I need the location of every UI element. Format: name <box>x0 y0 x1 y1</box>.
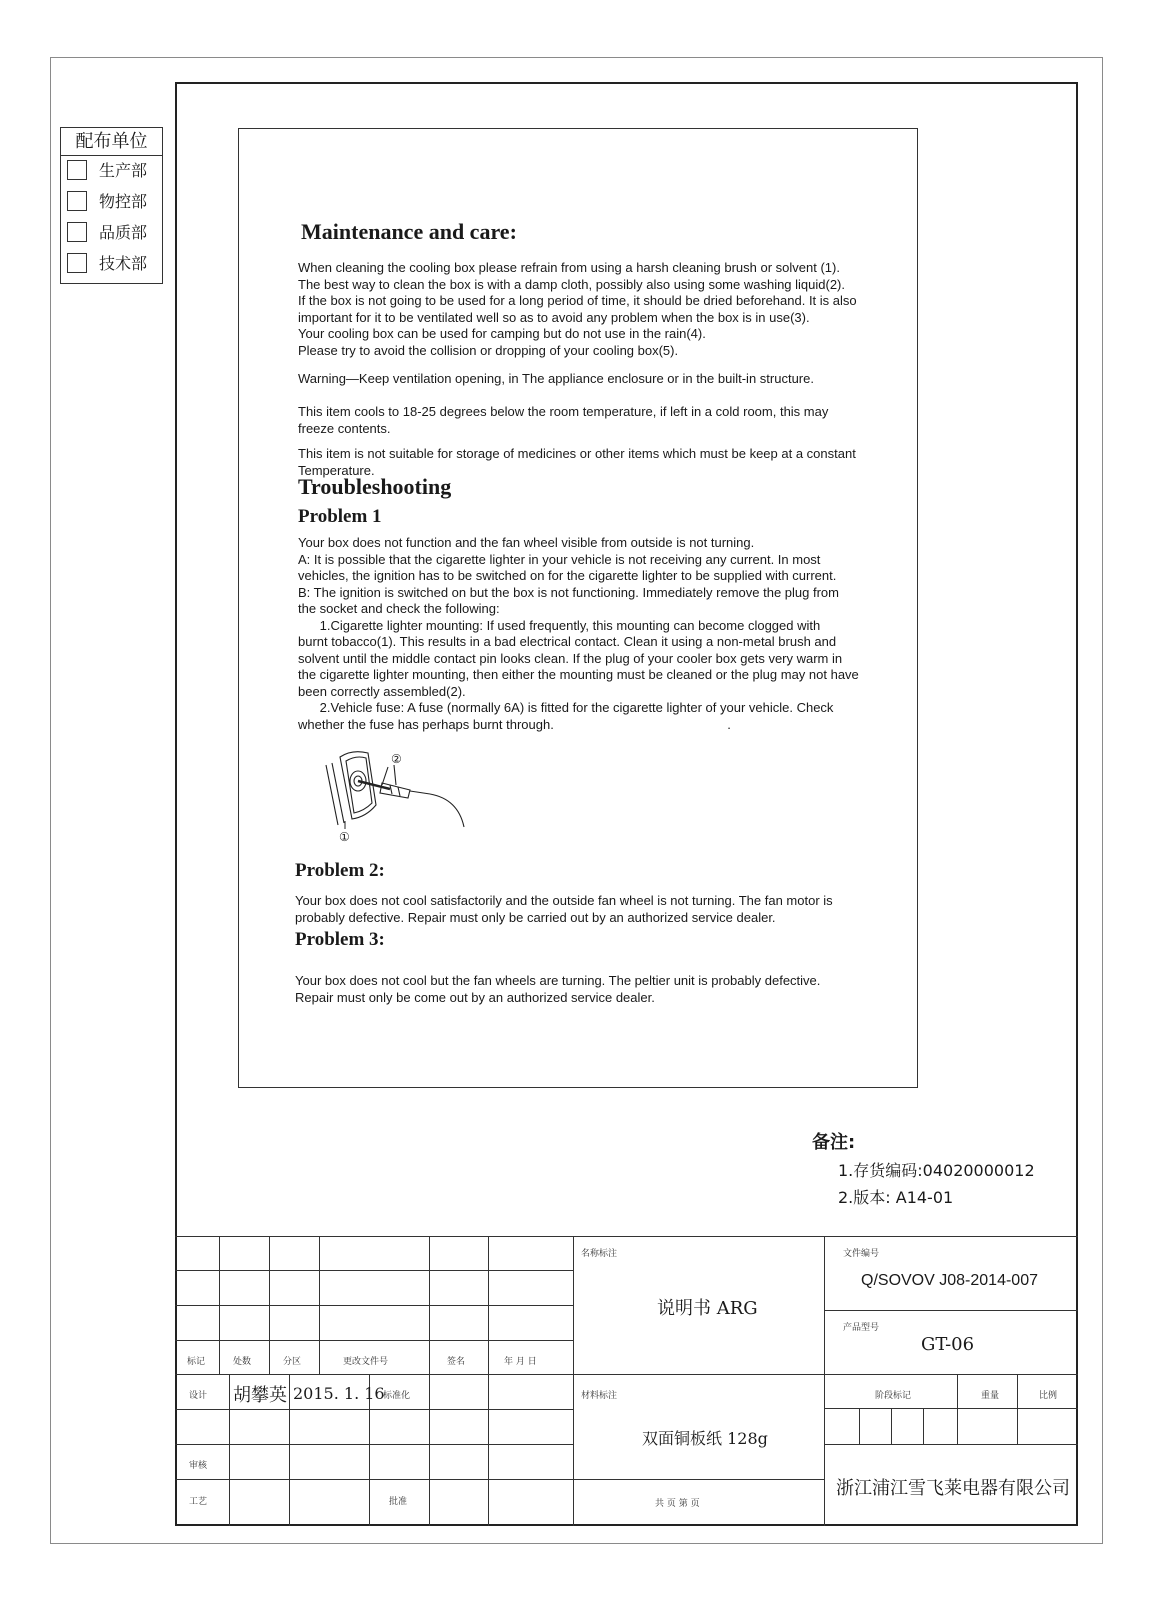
text-line: whether the fuse has perhaps burnt through. . <box>298 716 731 732</box>
rev-header-signature: 签名 <box>447 1357 466 1367</box>
checkbox[interactable] <box>67 222 87 242</box>
text-line: If the box is not going to be used for a long period of time, it should be dried beforehand. It is also <box>298 293 857 308</box>
distribution-box <box>60 127 163 284</box>
text-line: 1.Cigarette lighter mounting: If used frequently, this mounting can become clogged with <box>298 617 821 633</box>
stage-label: 阶段标记 <box>875 1391 912 1401</box>
designer-name: 胡攀英 <box>233 1385 287 1406</box>
text-line: Your box does not cool but the fan wheels are turning. The peltier unit is probably defective. <box>295 973 821 988</box>
file-number-label: 文件编号 <box>843 1249 880 1259</box>
distribution-label: 品质部 <box>99 223 148 242</box>
notes-heading: 备注: <box>812 1132 856 1153</box>
problem2-text <box>295 893 895 926</box>
distribution-item-production[interactable] <box>67 160 159 184</box>
text-line: the cigarette lighter mounting, then either the mounting must be cleaned or the plug may not have <box>298 667 859 682</box>
page-count-text: 共 页 第 页 <box>655 1499 700 1509</box>
design-label: 设计 <box>189 1391 208 1401</box>
text-line: Warning—Keep ventilation opening, in The appliance enclosure or in the built-in structure. <box>298 371 814 386</box>
checkbox[interactable] <box>67 160 87 180</box>
text-line: This item is not suitable for storage of medicines or other items which must be keep at a constant <box>298 446 856 461</box>
maintenance-text <box>298 260 898 359</box>
problem3-text <box>295 973 895 1006</box>
product-model: GT-06 <box>921 1334 975 1355</box>
text-line: probably defective. Repair must only be carried out by an authorized service dealer. <box>295 909 776 925</box>
text-line: solvent until the middle contact pin looks clean. If the plug of your cooler box gets very warm in <box>298 650 843 666</box>
maintenance-heading: Maintenance and care: <box>301 219 517 244</box>
rev-header-count: 处数 <box>233 1357 252 1367</box>
text-line: Repair must only be come out by an authorized service dealer. <box>295 989 655 1005</box>
problem1-text <box>298 535 898 733</box>
material-label: 材料标注 <box>581 1391 618 1401</box>
text-line: the socket and check the following: <box>298 601 500 616</box>
name-label: 名称标注 <box>581 1249 618 1259</box>
distribution-item-quality[interactable] <box>67 222 159 246</box>
text-line: Temperature. <box>298 462 375 478</box>
standardize-label: 标准化 <box>383 1391 411 1401</box>
distribution-item-technical[interactable] <box>67 253 159 277</box>
distribution-item-material-control[interactable] <box>67 191 159 215</box>
text-line: The best way to clean the box is with a damp cloth, possibly also using some washing liquid(2). <box>298 276 846 292</box>
problem2-heading: Problem 2: <box>295 860 385 881</box>
checkbox[interactable] <box>67 191 87 211</box>
title-block <box>175 1236 1078 1526</box>
distribution-label: 生产部 <box>99 161 148 180</box>
text-line: A: It is possible that the cigarette lighter in your vehicle is not receiving any current. In most <box>298 551 821 567</box>
warning-text <box>298 371 898 388</box>
weight-label: 重量 <box>981 1391 1000 1401</box>
review-label: 审核 <box>189 1461 208 1471</box>
figure-label-2: ② <box>391 752 402 766</box>
text-line: Your box does not function and the fan wheel visible from outside is not turning. <box>298 535 755 550</box>
material-value: 双面铜板纸 128g <box>642 1429 768 1448</box>
file-number: Q/SOVOV J08-2014-007 <box>861 1272 1038 1289</box>
notes-inventory-code: 1.存货编码:04020000012 <box>838 1161 1035 1180</box>
approve-label: 批准 <box>389 1497 408 1507</box>
cigarette-lighter-illustration <box>318 745 478 855</box>
text-line: freeze contents. <box>298 420 391 436</box>
company-name: 浙江浦江雪飞莱电器有限公司 <box>836 1478 1070 1499</box>
text-line: burnt tobacco(1). This results in a bad electrical contact. Clean it using a non-metal brush and <box>298 634 837 649</box>
process-label: 工艺 <box>189 1497 208 1507</box>
text-line: Your box does not cool satisfactorily and the outside fan wheel is not turning. The fan motor is <box>295 893 833 908</box>
scale-label: 比例 <box>1039 1391 1058 1401</box>
text-line: important for it to be ventilated well so as to avoid any problem when the box is in use(3). <box>298 309 810 325</box>
text-line: vehicles, the ignition has to be switched on for the cigarette lighter to be supplied with current. <box>298 568 837 583</box>
troubleshooting-heading: Troubleshooting <box>298 474 452 499</box>
figure-label-1: ① <box>339 830 350 844</box>
text-line: been correctly assembled(2). <box>298 683 466 699</box>
checkbox[interactable] <box>67 253 87 273</box>
distribution-title: 配布单位 <box>61 128 162 156</box>
problem3-heading: Problem 3: <box>295 929 385 950</box>
rev-header-zone: 分区 <box>283 1357 302 1367</box>
text-line: 2.Vehicle fuse: A fuse (normally 6A) is fitted for the cigarette lighter of your vehicle. Check <box>298 700 834 715</box>
distribution-label: 技术部 <box>99 254 148 273</box>
document-name: 说明书 ARG <box>657 1298 758 1319</box>
text-line: When cleaning the cooling box please refrain from using a harsh cleaning brush or solvent (1). <box>298 260 840 275</box>
text-line: This item cools to 18-25 degrees below the room temperature, if left in a cold room, this may <box>298 404 829 419</box>
model-label: 产品型号 <box>843 1323 880 1333</box>
distribution-label: 物控部 <box>99 192 148 211</box>
notes-version: 2.版本: A14-01 <box>838 1188 954 1207</box>
problem1-heading: Problem 1 <box>298 506 382 527</box>
design-date: 2015. 1. 16 <box>293 1384 385 1403</box>
rev-header-change-doc: 更改文件号 <box>343 1357 389 1367</box>
rev-header-date: 年 月 日 <box>504 1357 537 1367</box>
text-line: Your cooling box can be used for camping but do not use in the rain(4). <box>298 326 706 341</box>
rev-header-mark: 标记 <box>187 1357 206 1367</box>
cooling-note <box>298 404 898 437</box>
text-line: Please try to avoid the collision or dropping of your cooling box(5). <box>298 342 679 358</box>
text-line: B: The ignition is switched on but the box is not functioning. Immediately remove the plug from <box>298 584 839 600</box>
